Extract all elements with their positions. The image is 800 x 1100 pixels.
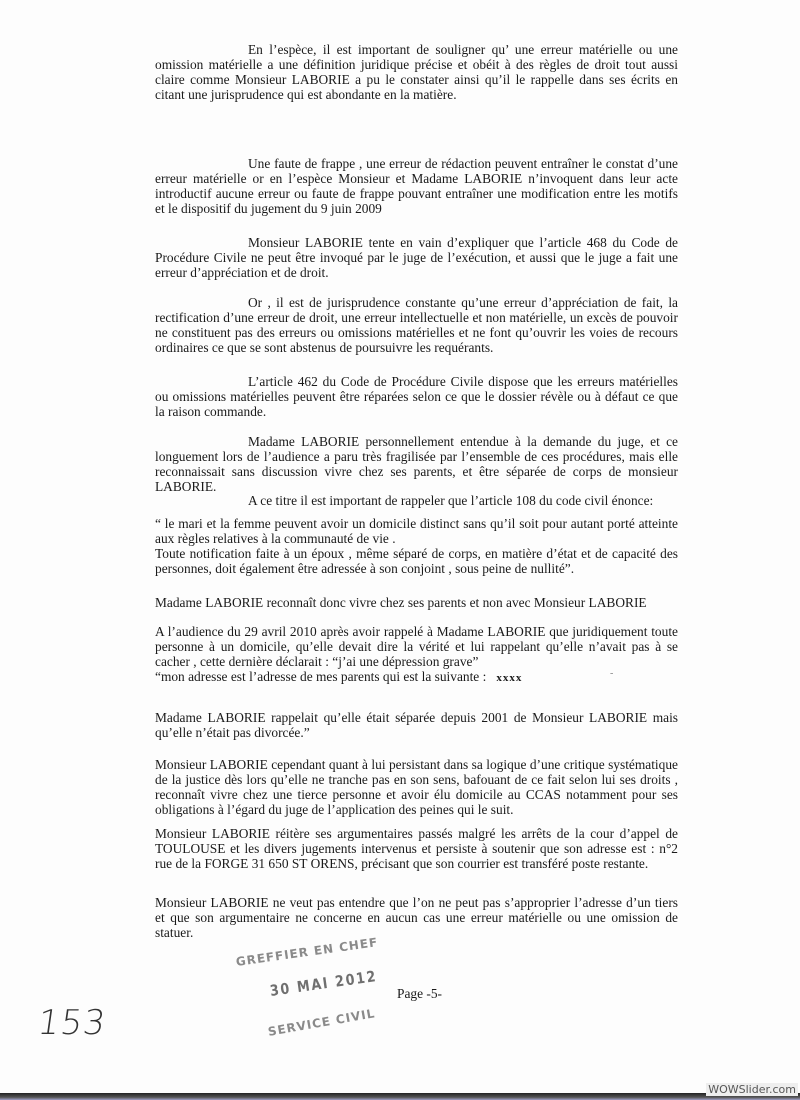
paragraph-recognition: Madame LABORIE reconnaît donc vivre chez ses parents et non avec Monsieur LABORIE: [155, 595, 647, 610]
stamp-date: 30 MAI 2012: [268, 967, 379, 1000]
stamp-service: SERVICE CIVIL: [266, 1006, 377, 1039]
redacted-address: xxxx: [496, 672, 523, 684]
hearing-line-address: [155, 669, 678, 686]
scan-mark: -: [610, 668, 614, 679]
stamp-greffier: GREFFIER EN CHEF: [235, 935, 380, 969]
paragraph-article-468: Monsieur LABORIE tente en vain d’expliquer que l’article 468 du Code de Procédure Civile ne peut être invoqué par le juge de l’exécution, et aussi que le juge a fait une erreur d’appréciation et de droit.: [155, 235, 678, 280]
paragraph-article-462: L’article 462 du Code de Procédure Civile dispose que les erreurs matérielles ou omissions matérielles peuvent être réparées selon ce que le dossier révèle ou à défaut ce que la raison commande.: [155, 374, 678, 419]
paragraph-monsieur-address: Monsieur LABORIE réitère ses argumentaires passés malgré les arrêts de la cour d’appel de TOULOUSE et les divers jugements intervenus et persiste à soutenir que son adresse est : n°2 rue de la FORGE 31 650 ST ORENS, précisant que son courrier est transféré poste restante.: [155, 826, 678, 871]
quote-line: “ le mari et la femme peuvent avoir un domicile distinct sans qu’il soit pour autant porté atteinte aux règles relatives à la communauté de vie .: [155, 516, 678, 546]
watermark-link[interactable]: WOWSlider.com: [708, 1083, 796, 1096]
handwritten-folio-number: 153: [35, 1003, 109, 1043]
page-number: Page -5-: [397, 986, 442, 1001]
paragraph-separated: Madame LABORIE rappelait qu’elle était séparée depuis 2001 de Monsieur LABORIE mais qu’elle n’était pas divorcée.”: [155, 710, 678, 740]
paragraph-typing-error: Une faute de frappe , une erreur de rédaction peuvent entraîner le constat d’une erreur matérielle or en l’espèce Monsieur et Madame LABORIE n’invoquent dans leur acte introductif aucune erreur ou faute de frappe pouvant entraîner une modification entre les motifs et le dispositif du jugement du 9 juin 2009: [155, 156, 678, 216]
hearing-line: A l’audience du 29 avril 2010 après avoir rappelé à Madame LABORIE que juridiquement toute personne à un domicile, qu’elle devait dire la vérité et lui rappelant qu’elle n’avait pas à se cacher , cette dernière déclarait : “j’ai une dépression grave”: [155, 624, 678, 669]
slider-bottom-bar: [0, 1093, 800, 1100]
paragraph-material-error-definition: En l’espèce, il est important de souligner qu’ une erreur matérielle ou une omission matérielle a une définition juridique précise et obéit à des règles de droit tout aussi claire comme Monsieur LABORIE a pu le constater ainsi qu’il le rappelle dans ses écrits en citant une jurisprudence qui est abondante en la matière.: [155, 42, 678, 102]
paragraph-monsieur-persisting: Monsieur LABORIE cependant quant à lui persistant dans sa logique d’une critique systématique de la justice dès lors qu’elle ne tranche pas en son sens, bafouant de ce fait selon lui ses droits , reconnaît vivre chez une tierce personne et avoir élu domicile au CCAS notamment pour ses obligations à l’égard du juge de l’application des peines qui le suit.: [155, 757, 678, 817]
article-108-quote: [155, 516, 678, 576]
paragraph-madame-heard: Madame LABORIE personnellement entendue à la demande du juge, et ce longuement lors de l’audience a paru très fragilisée par l’ensemble de ces procédures, mais elle reconnaissait sans discussion vivre chez ses parents, et être séparée de corps de monsieur LABORIE.: [155, 434, 678, 494]
paragraph-article-108-intro: A ce titre il est important de rappeler que l’article 108 du code civil énonce:: [248, 493, 654, 508]
hearing-address-text: “mon adresse est l’adresse de mes parents qui est la suivante :: [155, 669, 487, 684]
paragraph-third-party-address: Monsieur LABORIE ne veut pas entendre que l’on ne peut pas s’approprier l’adresse d’un tiers et que son argumentaire ne concerne en aucun cas une erreur matérielle ou une omission de statuer.: [155, 895, 678, 940]
quote-line: Toute notification faite à un époux , même séparé de corps, en matière d’état et de capacité des personnes, doit également être adressée à son conjoint , sous peine de nullité”.: [155, 546, 678, 576]
paragraph-jurisprudence: Or , il est de jurisprudence constante qu’une erreur d’appréciation de fait, la rectification d’une erreur de droit, une erreur intellectuelle et non matérielle, un excès de pouvoir ne constituent pas des erreurs ou omissions matérielles et ne font qu’ouvrir les voies de recours ordinaires ce que se sont abstenus de poursuivre les requérants.: [155, 295, 678, 355]
paragraph-hearing: [155, 624, 678, 686]
